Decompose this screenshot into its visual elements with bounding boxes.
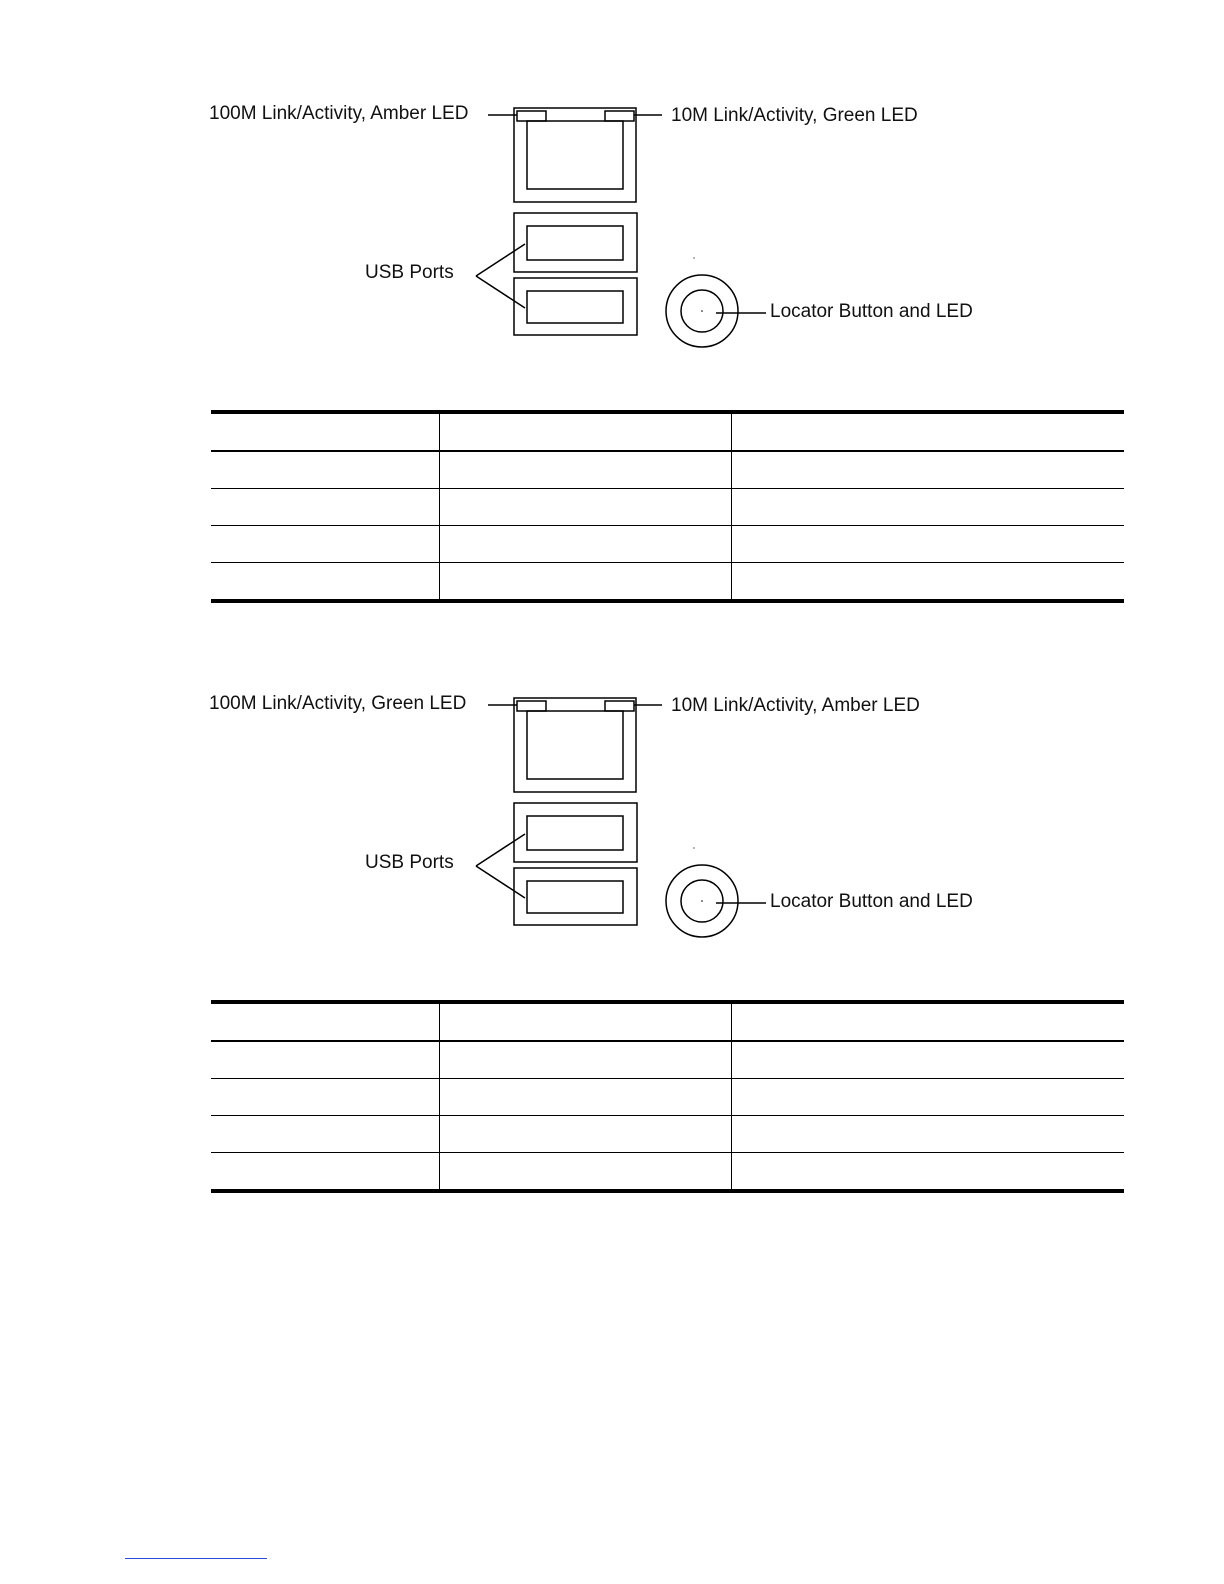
label-100m-led: 100M Link/Activity, Amber LED <box>209 103 469 124</box>
table-row <box>211 1116 1124 1153</box>
table-cell <box>731 1116 1124 1153</box>
table-cell <box>211 451 439 489</box>
led-10m <box>605 111 634 121</box>
table-cell <box>211 1153 439 1192</box>
table-row <box>211 1079 1124 1116</box>
table-row <box>211 1153 1124 1192</box>
usb-port-2 <box>514 868 637 925</box>
table-cell <box>211 563 439 602</box>
rear-panel-diagram-2 <box>0 685 1224 955</box>
port-diagram-graphic <box>0 685 1224 955</box>
label-locator-button: Locator Button and LED <box>770 891 973 912</box>
table-cell <box>439 1116 731 1153</box>
label-usb-ports: USB Ports <box>365 852 454 873</box>
label-locator-button: Locator Button and LED <box>770 301 973 322</box>
table-row <box>211 489 1124 526</box>
table-header-row <box>211 1002 1124 1041</box>
table-row <box>211 1041 1124 1079</box>
table-cell <box>211 1041 439 1079</box>
table-cell <box>731 526 1124 563</box>
header-cell <box>439 1002 731 1041</box>
led-100m <box>517 701 546 711</box>
usb-port-1 <box>514 803 637 862</box>
table-cell <box>211 526 439 563</box>
label-usb-ports: USB Ports <box>365 262 454 283</box>
header-cell <box>211 412 439 451</box>
table-row <box>211 563 1124 602</box>
led-table-1 <box>211 410 1124 603</box>
header-cell <box>211 1002 439 1041</box>
table-cell <box>439 451 731 489</box>
lan-port-outline <box>514 108 636 202</box>
table-cell <box>439 489 731 526</box>
label-100m-led: 100M Link/Activity, Green LED <box>209 693 467 714</box>
table-header-row <box>211 412 1124 451</box>
table-cell <box>731 563 1124 602</box>
header-cell <box>731 1002 1124 1041</box>
header-cell <box>731 412 1124 451</box>
footer-link-underline <box>125 1558 267 1559</box>
led-table-2 <box>211 1000 1124 1193</box>
label-10m-led: 10M Link/Activity, Green LED <box>671 105 918 126</box>
led-10m <box>605 701 634 711</box>
table-row <box>211 526 1124 563</box>
port-diagram-graphic <box>0 95 1224 365</box>
table-cell <box>211 489 439 526</box>
table-cell <box>439 526 731 563</box>
table-cell <box>439 1041 731 1079</box>
table-cell <box>211 1116 439 1153</box>
table-cell <box>731 451 1124 489</box>
table-cell <box>439 1079 731 1116</box>
table-cell <box>731 489 1124 526</box>
label-10m-led: 10M Link/Activity, Amber LED <box>671 695 920 716</box>
table-cell <box>439 563 731 602</box>
header-cell <box>439 412 731 451</box>
table-row <box>211 451 1124 489</box>
rear-panel-diagram-1 <box>0 95 1224 365</box>
led-100m <box>517 111 546 121</box>
usb-port-2 <box>514 278 637 335</box>
table-cell <box>439 1153 731 1192</box>
usb-port-1 <box>514 213 637 272</box>
lan-port-outline <box>514 698 636 792</box>
table-cell <box>731 1041 1124 1079</box>
table-cell <box>731 1079 1124 1116</box>
table-cell <box>211 1079 439 1116</box>
table-cell <box>731 1153 1124 1192</box>
